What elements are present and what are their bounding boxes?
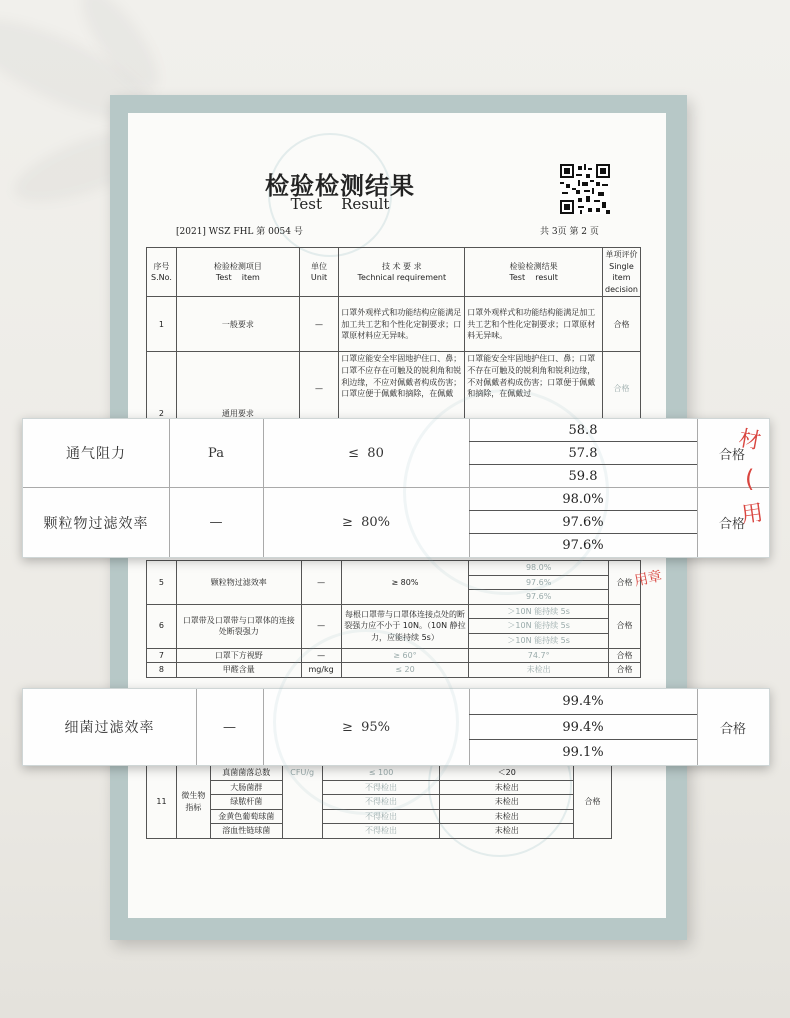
row-decision: 合格	[602, 352, 640, 426]
row-requirement: 口罩应能安全牢固地护住口、鼻；口罩不应存在可触及的锐利角和锐利边缘，不应对佩戴者构成伤害；口罩应便于佩戴和摘除，在佩戴	[339, 352, 465, 426]
col-item-en: Test item	[215, 273, 260, 283]
col-decision-en2: decision	[604, 284, 638, 294]
decision-pass: 合格	[719, 721, 746, 737]
col-unit-cn: 单位	[311, 261, 328, 271]
row-item: 绿脓杆菌	[210, 795, 282, 810]
table-row	[147, 604, 641, 619]
row-decision: 合格	[609, 604, 641, 648]
row-unit: —	[301, 561, 341, 605]
row-result: 97.6%	[469, 590, 609, 605]
table-row	[147, 297, 641, 352]
highlight-panel-bacterial-filtration	[22, 688, 770, 766]
row-result: ＞10N 能持续 5s	[469, 619, 609, 634]
qr-code-icon	[560, 164, 610, 214]
row-requirement: ≤ 100	[322, 766, 440, 781]
row-decision: 合格	[609, 663, 641, 678]
row-result: 口罩外观样式和功能结构能满足加工共工艺和个性化定制要求；口罩原材料无异味。	[465, 297, 603, 352]
row-result: 98.0%	[469, 561, 609, 576]
row-result: ＞10N 能持续 5s	[469, 633, 609, 648]
result-value: 97.6%	[562, 514, 604, 530]
row-result: 口罩能安全牢固地护住口、鼻；口罩不存在可触及的锐利角和锐利边缘，不对佩戴者构成伤害；口罩便于佩戴和摘除，在佩戴过	[465, 352, 603, 426]
test-item-label: 通气阻力	[66, 446, 126, 462]
row-requirement: ≥ 80%	[341, 561, 469, 605]
row-result: 未检出	[440, 795, 574, 810]
row-requirement: 不得检出	[322, 824, 440, 839]
row-result: ＜20	[440, 766, 574, 781]
row-unit: —	[299, 297, 338, 352]
row-unit: —	[299, 352, 338, 426]
result-value: 99.1%	[562, 745, 604, 760]
results-table-top	[146, 247, 641, 426]
row-requirement: 不得检出	[322, 809, 440, 824]
row-no: 8	[147, 663, 177, 678]
document-title-en: Test Result	[290, 195, 390, 213]
row-decision: 合格	[602, 297, 640, 352]
col-req-en: Technical requirement	[357, 273, 447, 283]
row-no: 5	[147, 561, 177, 605]
row-item: 溶血性链球菌	[210, 824, 282, 839]
highlight-panel-breathability	[22, 418, 770, 558]
report-number: [2021] WSZ FHL 第 0054 号	[176, 227, 303, 237]
row-requirement: 不得检出	[322, 780, 440, 795]
row-unit: mg/kg	[301, 663, 341, 678]
requirement-value: ≤ 80	[348, 445, 384, 461]
unit-label: —	[209, 515, 223, 530]
row-result: 未检出	[469, 663, 609, 678]
row-item: 甲醛含量	[176, 663, 301, 678]
stamp-fragment: 用章	[632, 568, 664, 590]
row-result: ＞10N 能持续 5s	[469, 604, 609, 619]
document-title: 检验检测结果	[265, 172, 415, 200]
col-result-cn: 检验检测结果	[509, 261, 558, 271]
row-item: 通用要求	[176, 352, 299, 426]
row-item: 口罩带及口罩带与口罩体的连接处断裂强力	[176, 604, 301, 648]
row-item: 真菌菌落总数	[210, 766, 282, 781]
test-item-label: 颗粒物过滤效率	[43, 515, 149, 532]
row-unit: —	[301, 648, 341, 663]
row-item: 颗粒物过滤效率	[176, 561, 301, 605]
row-decision: 合格	[609, 648, 641, 663]
result-value: 57.8	[568, 445, 598, 461]
col-decision-cn: 单项评价	[605, 250, 638, 259]
col-result-en: Test result	[509, 273, 558, 283]
row-item: 大肠菌群	[210, 780, 282, 795]
result-value: 99.4%	[562, 719, 604, 735]
col-item-cn: 检验检测项目	[213, 261, 262, 271]
result-value: 58.8	[568, 422, 598, 438]
row-unit: CFU/g	[282, 766, 322, 839]
col-no-en: S.No.	[150, 273, 172, 283]
result-value: 97.6%	[562, 537, 604, 553]
row-no: 6	[147, 604, 177, 648]
row-requirement: ≥ 60°	[341, 648, 469, 663]
row-no: 2	[147, 352, 177, 426]
row-item: 一般要求	[176, 297, 299, 352]
stamp-fragment: 材	[736, 426, 763, 455]
stamp-fragment: (	[745, 465, 755, 493]
row-requirement: 口罩外观样式和功能结构应能满足加工共工艺和个性化定制要求；口罩原材料应无异味。	[339, 297, 465, 352]
result-value: 99.4%	[562, 694, 604, 709]
requirement-value: ≥ 80%	[341, 515, 391, 530]
table-row	[147, 824, 612, 839]
decision-pass: 合格	[719, 517, 746, 532]
row-requirement: 不得检出	[322, 795, 440, 810]
col-decision-en1: Single item	[609, 261, 634, 283]
row-group: 微生物指标	[176, 766, 210, 839]
page-counter: 共 3页 第 2 页	[540, 227, 599, 237]
unit-label: —	[223, 719, 236, 735]
row-requirement: ≤ 20	[341, 663, 469, 678]
decision-pass: 合格	[719, 447, 746, 463]
unit-label: Pa	[208, 445, 224, 461]
row-item: 口罩下方视野	[176, 648, 301, 663]
row-decision: 合格	[574, 766, 612, 839]
col-no-cn: 序号	[153, 261, 170, 271]
row-no: 7	[147, 648, 177, 663]
row-result: 74.7°	[469, 648, 609, 663]
stamp-fragment: 用	[739, 500, 765, 529]
result-value: 59.8	[568, 468, 598, 484]
row-item: 金黄色葡萄球菌	[210, 809, 282, 824]
row-no: 11	[147, 766, 177, 839]
table-header-row	[147, 248, 641, 297]
row-decision: 合格	[609, 561, 641, 605]
col-req-cn: 技 术 要 求	[381, 261, 422, 271]
row-requirement: 每根口罩带与口罩体连接点处的断裂强力应不小于 10N。（10N 静拉力，应能持续 5s）	[341, 604, 469, 648]
row-no: 1	[147, 297, 177, 352]
requirement-value: ≥ 95%	[341, 719, 391, 735]
result-value: 98.0%	[562, 491, 604, 507]
col-unit-en: Unit	[310, 273, 328, 283]
row-unit: —	[301, 604, 341, 648]
row-result: 97.6%	[469, 575, 609, 590]
test-item-label: 细菌过滤效率	[64, 720, 155, 736]
row-result: 未检出	[440, 780, 574, 795]
row-result: 未检出	[440, 824, 574, 839]
row-result: 未检出	[440, 809, 574, 824]
